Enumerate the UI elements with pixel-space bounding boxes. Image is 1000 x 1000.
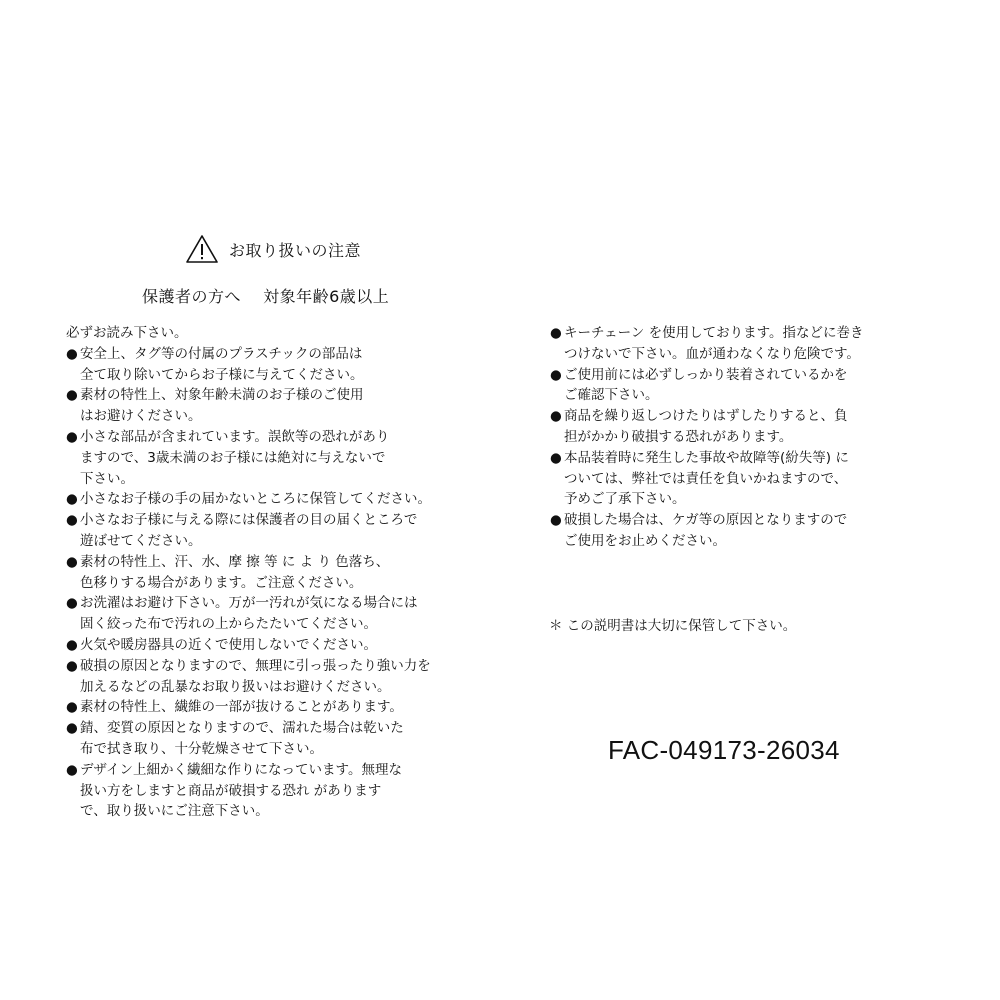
list-item xyxy=(66,697,476,718)
list-item xyxy=(66,344,476,386)
bullet-icon: ● xyxy=(66,761,78,778)
item-text: 錆、変質の原因となりますので、濡れた場合は乾いた xyxy=(80,720,404,737)
bullet-icon: ● xyxy=(66,595,78,612)
item-text: 予めご了承下さい。 xyxy=(564,491,686,508)
list-item xyxy=(66,510,476,552)
bullet-icon: ● xyxy=(550,449,562,466)
bullet-icon: ● xyxy=(66,345,78,362)
right-column xyxy=(550,323,930,552)
left-item-list xyxy=(66,344,476,822)
item-text: ご確認下さい。 xyxy=(564,387,659,404)
header xyxy=(185,234,361,264)
list-item xyxy=(550,323,930,365)
item-text: 全て取り除いてからお子様に与えてください。 xyxy=(80,366,364,383)
bullet-icon: ● xyxy=(550,408,562,425)
item-text: 破損の原因となりますので、無理に引っ張ったり強い力を xyxy=(80,657,431,674)
list-item xyxy=(66,489,476,510)
item-text: 本品装着時に発生した事故や故障等(紛失等) に xyxy=(564,449,849,466)
item-text: 素材の特性上、対象年齢未満のお子様のご使用 xyxy=(80,387,364,404)
item-text: ますので、3歳未満のお子様には絶対に与えないで xyxy=(80,449,386,466)
list-item xyxy=(550,448,930,510)
bullet-icon: ● xyxy=(66,636,78,653)
bullet-icon: ● xyxy=(550,325,562,341)
item-text: 色移りする場合があります。ご注意ください。 xyxy=(80,574,363,591)
bullet-icon: ● xyxy=(66,720,78,737)
bullet-icon: ● xyxy=(66,699,78,716)
item-text: ご使用前には必ずしっかり装着されているかを xyxy=(564,366,848,383)
item-text: 下さい。 xyxy=(80,470,134,487)
item-text: ついては、弊社では責任を負いかねますので、 xyxy=(564,470,848,487)
item-text: 固く絞った布で汚れの上からたたいてください。 xyxy=(80,616,377,633)
item-text: 扱い方をしますと商品が破損する恐れ があります xyxy=(80,782,382,799)
list-item xyxy=(66,656,476,698)
bullet-icon: ● xyxy=(66,553,78,570)
list-item xyxy=(66,760,476,822)
item-text: お洗濯はお避け下さい。万が一汚れが気になる場合には xyxy=(80,595,418,612)
item-text: 素材の特性上、繊維の一部が抜けることがあります。 xyxy=(80,699,403,716)
warning-triangle-icon xyxy=(185,234,219,264)
item-text: 安全上、タグ等の付属のプラスチックの部品は xyxy=(80,345,363,362)
item-text: ご使用をお止めください。 xyxy=(564,532,726,549)
item-text: で、取り扱いにご注意下さい。 xyxy=(80,803,269,820)
bullet-icon: ● xyxy=(66,428,78,445)
item-text: 破損した場合は、ケガ等の原因となりますので xyxy=(564,512,848,529)
list-item xyxy=(66,718,476,760)
list-item xyxy=(66,593,476,635)
list-item xyxy=(66,385,476,427)
note-text: ＊ この説明書は大切に保管して下さい。 xyxy=(549,618,797,634)
item-text: 素材の特性上、汗、水、摩 擦 等 に よ り 色落ち、 xyxy=(80,553,390,570)
item-text: 小さなお子様の手の届かないところに保管してください。 xyxy=(80,491,431,508)
bullet-icon: ● xyxy=(66,387,78,404)
intro-text: 必ずお読み下さい。 xyxy=(66,325,188,341)
item-text: 火気や暖房器具の近くで使用しないでください。 xyxy=(80,636,377,653)
list-item xyxy=(550,365,930,407)
item-text: 小さなお子様に与える際には保護者の目の届くところで xyxy=(80,512,418,529)
item-text: はお避けください。 xyxy=(80,408,202,425)
item-text: 布で拭き取り、十分乾燥させて下さい。 xyxy=(80,740,323,757)
bullet-icon: ● xyxy=(550,512,562,529)
right-item-list xyxy=(550,323,930,552)
page-title: お取り扱いの注意 xyxy=(229,240,362,260)
bullet-icon: ● xyxy=(66,657,78,674)
bullet-icon: ● xyxy=(66,512,78,529)
item-text: 遊ばせてください。 xyxy=(80,532,202,549)
list-item xyxy=(66,552,476,594)
item-text: キーチェーン を使用しております。指などに巻き xyxy=(564,325,864,341)
bullet-icon: ● xyxy=(66,491,78,508)
item-text: 加えるなどの乱暴なお取り扱いはお避けください。 xyxy=(80,678,391,695)
item-text: つけないで下さい。血が通わなくなり危険です。 xyxy=(564,345,860,362)
product-code: FAC-049173-26034 xyxy=(608,735,840,765)
list-item xyxy=(66,635,476,656)
page-subtitle: 保護者の方へ 対象年齢6歳以上 xyxy=(142,287,390,306)
list-item xyxy=(550,510,930,552)
item-text: 小さな部品が含まれています。誤飲等の恐れがあり xyxy=(80,428,390,445)
item-text: 商品を繰り返しつけたりはずしたりすると、負 xyxy=(564,408,848,425)
left-column xyxy=(66,323,476,822)
bullet-icon: ● xyxy=(550,366,562,383)
item-text: 担がかかり破損する恐れがあります。 xyxy=(564,428,793,445)
item-text: デザイン上細かく繊細な作りになっています。無理な xyxy=(80,761,402,778)
list-item xyxy=(66,427,476,489)
list-item xyxy=(550,406,930,448)
